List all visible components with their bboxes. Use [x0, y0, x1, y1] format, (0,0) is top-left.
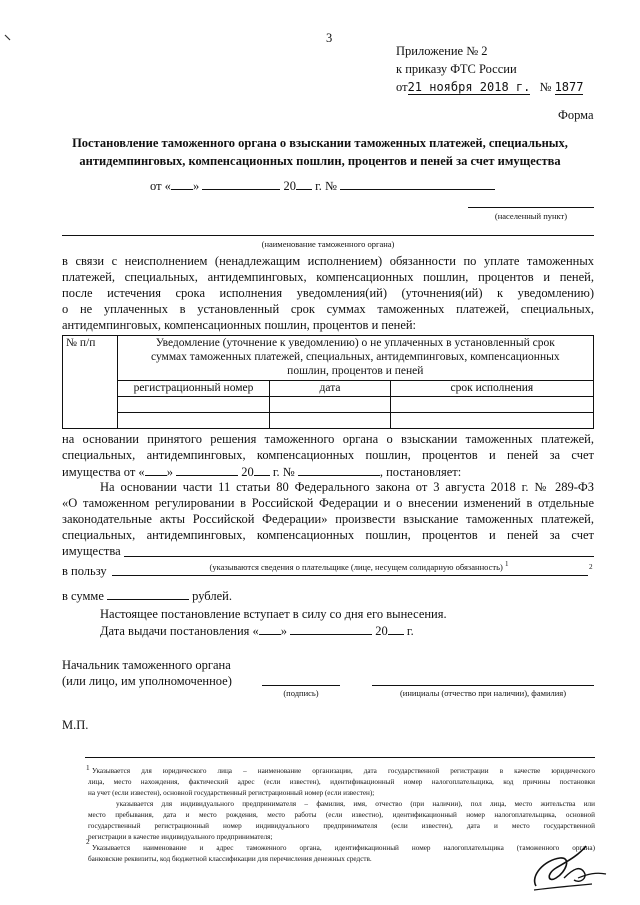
table-header-line: Уведомление (уточнение к уведомлению) о не уплаченных в установленный срок [155, 337, 555, 349]
date-open: от « [150, 179, 171, 193]
month-blank [202, 177, 280, 190]
issue-year-suffix: г. [406, 624, 414, 638]
issue-date-open: Дата выдачи постановления « [100, 624, 259, 638]
table-cell [390, 397, 593, 413]
page-number: 3 [326, 31, 333, 45]
decision-day-blank [145, 463, 167, 476]
footnote-1-line: указывается для индивидуального предпринимателя – фамилия, имя, отчество (при наличии), пол лица, место жительства или [116, 800, 595, 808]
table-subheader-reg-number: регистрационный номер [117, 381, 270, 397]
footnote-1-line: регистрации в качестве индивидуального предпринимателя; [88, 833, 273, 841]
footnote-2-ref: 2 [589, 563, 593, 571]
decision-number-blank [298, 463, 380, 476]
resolution-number-blank [340, 177, 495, 190]
settlement-line [468, 207, 594, 208]
order-date: 21 ноября 2018 г. [407, 80, 531, 94]
decision-month-blank [176, 463, 238, 476]
issue-year-prefix: 20 [375, 624, 388, 638]
decision-year-prefix: 20 [241, 465, 254, 479]
footnote-1-number: 1 [86, 764, 90, 772]
order-date-prefix: от [396, 80, 408, 94]
customs-name-caption: (наименование таможенного органа) [261, 239, 395, 249]
paragraph-3-line-5: имущества [62, 544, 121, 558]
table-header-line: пошлин, процентов и пеней [287, 365, 424, 377]
number-label: г. № [315, 179, 337, 193]
table-header-line: суммах таможенных платежей, специальных, антидемпинговых, компенсационных [151, 351, 560, 363]
in-favor-label: в пользу [62, 564, 107, 578]
footnote-separator [85, 757, 595, 758]
resolution-date-line [150, 177, 495, 194]
in-favor-line [112, 575, 588, 576]
paragraph-1-line-5: антидемпинговых, компенсационных пошлин, процентов и пеней: [62, 318, 417, 332]
table-cell [117, 413, 270, 429]
table-subheader-deadline: срок исполнения [390, 381, 593, 397]
footnote-1-line: на учет (если известен), основной государственный регистрационный номер (если известен); [88, 789, 375, 797]
paragraph-3-line-1: На основании части 11 статьи 80 Федерального закона от 3 августа 2018 г. № 289-ФЗ [100, 480, 594, 494]
footnote-1-line: Указывается для юридического лица – наименование организации, дата государственной регистрации в качестве юридического [92, 767, 595, 775]
year-prefix: 20 [283, 179, 296, 193]
issue-month-blank [290, 622, 372, 635]
paragraph-2-line-3 [62, 463, 461, 480]
table-cell [270, 397, 390, 413]
paragraph-3-line-2: «О таможенном регулировании в Российской Федерации и о внесении изменений в отдельные [62, 496, 594, 510]
decision-number-label: г. № [272, 465, 295, 479]
paragraph-2-line-2: специальных, антидемпинговых, компенсационных пошлин, процентов и пеней за счет [62, 448, 594, 462]
table-header-number: № п/п [63, 336, 118, 429]
issue-date-line [100, 622, 414, 639]
handwritten-signature [526, 838, 610, 898]
footnote-2-number: 2 [86, 838, 90, 846]
signature-caption: (подпись) [283, 688, 319, 698]
year-blank [296, 177, 312, 190]
paragraph-3-line-4: специальных, антидемпинговых, компенсационных пошлин, процентов и пеней за счет [62, 528, 594, 542]
table-header-notification [117, 336, 593, 381]
order-reference: к приказу ФТС России [396, 62, 517, 76]
paragraph-2-line-1: на основании принятого решения таможенного органа о взыскании таможенных платежей, [62, 432, 594, 446]
effect-statement: Настоящее постановление вступает в силу со дня его вынесения. [100, 607, 447, 621]
payer-info-caption [124, 547, 594, 573]
amount-prefix: в сумме [62, 589, 104, 603]
document-title-line-2: антидемпинговых, компенсационных пошлин, процентов и пеней за счет имущества [79, 154, 561, 168]
footnote-2-line: Указывается наименование и адрес таможенного органа, идентификационный номер налогоплательщика (таможенного органа) [92, 844, 595, 852]
footnote-1-line: лица, место нахождения, фактический адрес (если известен), идентификационный номер налогоплательщика, код причины постановки [88, 778, 595, 786]
initials-caption: (инициалы (отчество при наличии), фамилия) [399, 688, 567, 698]
order-number: 1877 [554, 80, 584, 94]
paragraph-3-line-3: законодательные акты Российской Федерации» произвести взыскание таможенных платежей, [62, 512, 594, 526]
amount-line [62, 587, 232, 604]
decision-ending: , постановляет: [379, 465, 462, 479]
payer-info-caption-text: (указываются сведения о плательщике (лице, несущем солидарную обязанность) [209, 561, 503, 572]
footnote-1-ref: 1 [504, 560, 509, 568]
paragraph-1-line-3: после истечения срока исполнения уведомления(ий) (уточнения(ий) к уведомлению) [62, 286, 594, 300]
customs-name-line [62, 235, 594, 236]
amount-blank [107, 587, 189, 600]
decision-date-close: » [166, 465, 173, 479]
order-date-line [396, 79, 583, 95]
document-title-line-1: Постановление таможенного органа о взыскании таможенных платежей, специальных, [72, 136, 568, 150]
settlement-caption: (населенный пункт) [494, 211, 568, 221]
day-blank [171, 177, 193, 190]
decision-year-blank [254, 463, 270, 476]
decision-date-open: имущества от « [62, 465, 145, 479]
signature-line [262, 685, 340, 686]
table-subheader-date: дата [270, 381, 390, 397]
initials-line [372, 685, 594, 686]
issue-year-blank [388, 622, 404, 635]
table-cell [117, 397, 270, 413]
table-cell [270, 413, 390, 429]
footnote-1-line: место пребывания, дата и место рождения, место работы (если известно), идентификационный номер налогоплательщика, основной [88, 811, 595, 819]
paragraph-1-line-1: в связи с неисполнением (ненадлежащим исполнением) обязанности по уплате таможенных [62, 254, 594, 268]
margin-mark [4, 34, 12, 42]
footnote-2-line: банковские реквизиты, код бюджетной классификации для перечисления денежных средств. [88, 855, 372, 863]
paragraph-1-line-2: платежей, специальных, антидемпинговых, компенсационных пошлин, процентов и пеней, [62, 270, 594, 284]
order-number-prefix: № [539, 80, 552, 94]
form-label: Форма [558, 108, 594, 122]
date-close: » [192, 179, 200, 193]
stamp-place: М.П. [62, 718, 89, 732]
paragraph-1-line-4: о не уплаченных в установленный срок суммах таможенных платежей, специальных, [62, 302, 594, 316]
table-cell [390, 413, 593, 429]
issue-day-blank [259, 622, 281, 635]
footnote-1-line: государственный регистрационный номер индивидуального предпринимателя (если известен), дата и место государственной [88, 822, 595, 830]
issue-date-close: » [280, 624, 288, 638]
notification-table [62, 335, 594, 429]
chief-title-line-1: Начальник таможенного органа [62, 658, 231, 672]
chief-title-line-2: (или лицо, им уполномоченное) [62, 674, 232, 688]
appendix-label: Приложение № 2 [396, 44, 488, 58]
amount-suffix: рублей. [192, 589, 232, 603]
